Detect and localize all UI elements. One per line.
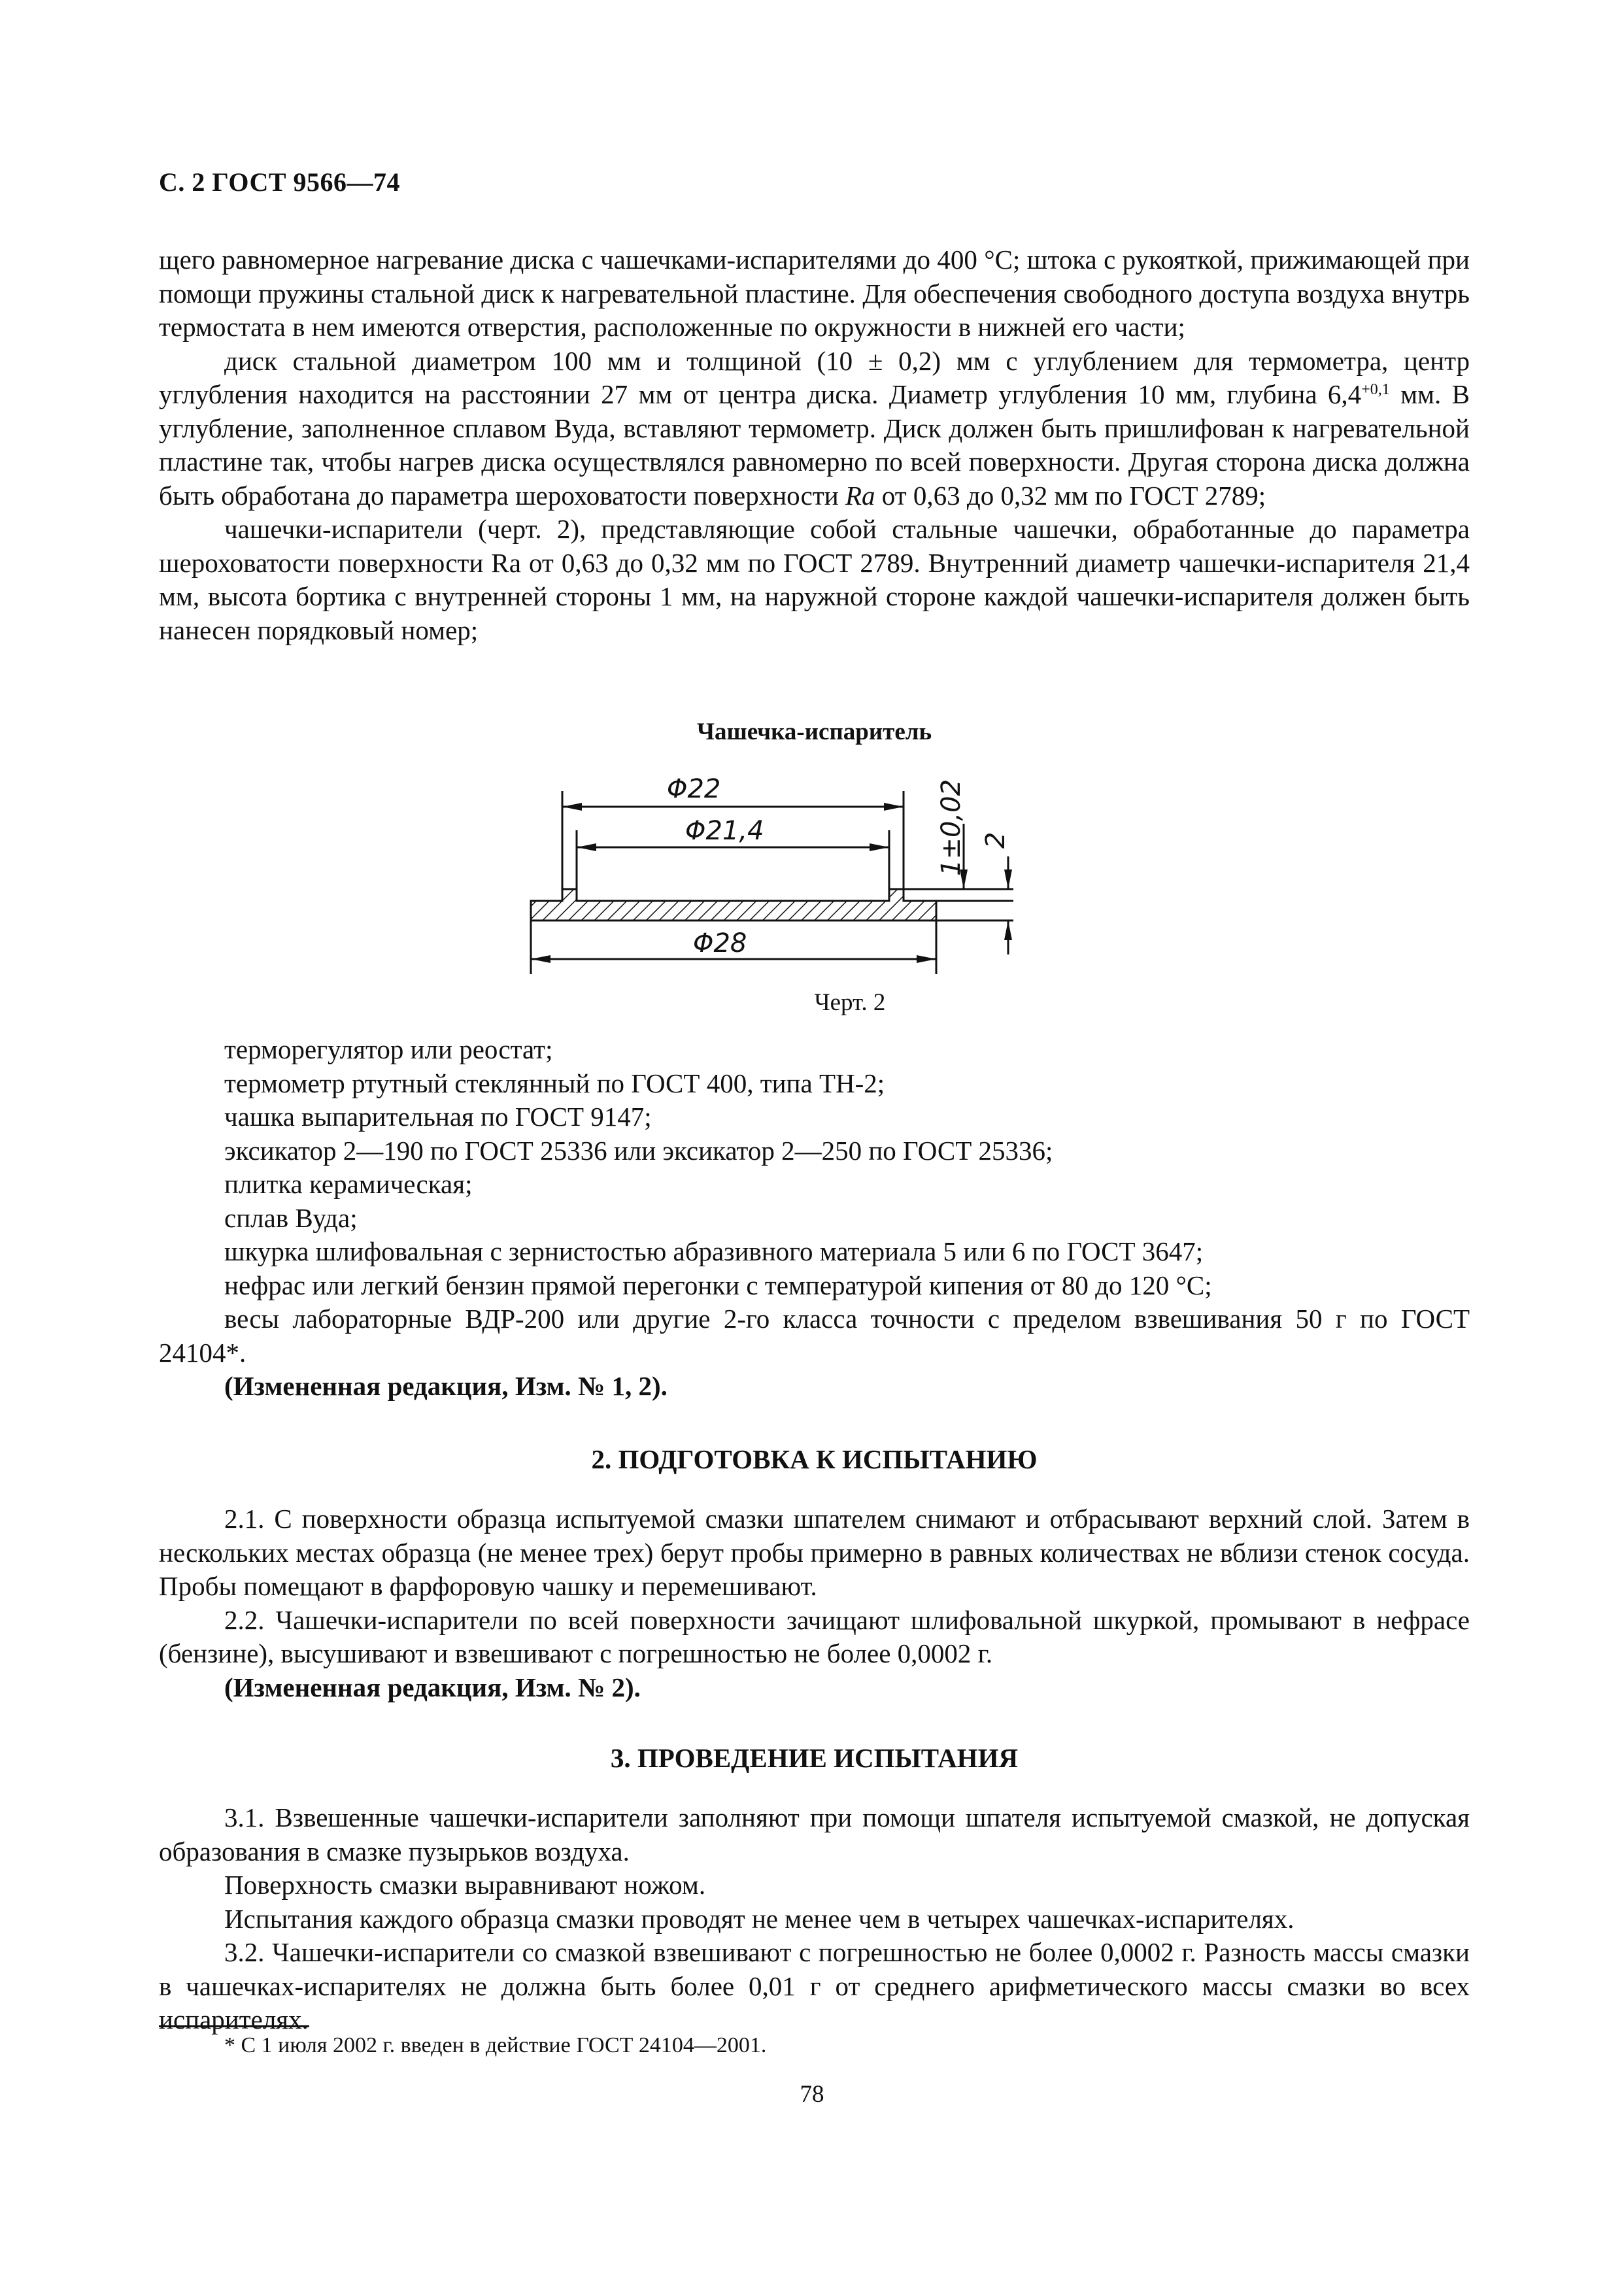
paragraph-2-1: 2.1. С поверхности образца испытуемой смазки шпателем снимают и отбрасывают верхний слой. Затем в нескольких местах образца (не менее трех) берут пробы примерно в равных количествах не вблизи стенок сосуда. Пробы помещают в фарфоровую чашку и перемешивают. <box>159 1504 1470 1601</box>
tolerance-superscript: +0,1 <box>1361 381 1390 398</box>
section-3-text <box>159 1801 1470 2037</box>
list-item: нефрас или легкий бензин прямой перегонки с температурой кипения от 80 до 120 °С; <box>224 1270 1212 1300</box>
cup-drawing <box>497 758 1059 994</box>
list-item: термометр ртутный стеклянный по ГОСТ 400, типа ТН-2; <box>224 1068 885 1098</box>
list-item: шкурка шлифовальная с зернистостью абразивного материала 5 или 6 по ГОСТ 3647; <box>224 1236 1204 1266</box>
section-2-heading: 2. ПОДГОТОВКА К ИСПЫТАНИЮ <box>591 1444 1038 1474</box>
section-3-heading: 3. ПРОВЕДЕНИЕ ИСПЫТАНИЯ <box>610 1743 1019 1773</box>
list-item: эксикатор 2—190 по ГОСТ 25336 или эксикатор 2—250 по ГОСТ 25336; <box>224 1135 1053 1166</box>
paragraph-3-1: 3.1. Взвешенные чашечки-испарители заполняют при помощи шпателя испытуемой смазкой, не допуская образования в смазке пузырьков воздуха. <box>159 1802 1470 1866</box>
footnote-separator <box>159 2025 309 2027</box>
dim-label-height: 1±0,02 <box>936 779 966 876</box>
dim-label-base: Φ28 <box>693 928 747 958</box>
equipment-list <box>159 1033 1470 1404</box>
revision-note: (Измененная редакция, Изм. № 1, 2). <box>224 1371 668 1401</box>
list-item: сплав Вуда; <box>224 1202 358 1233</box>
dim-label-inner: Φ21,4 <box>685 816 764 846</box>
paragraph-2: диск стальной диаметром 100 мм и толщиной (10 ± 0,2) мм с углублением для термометра, центр углубления находится на расстоянии 27 мм от центра диска. Диаметр углубления 10 мм, глубина $6,4^{+0,1}$ мм. В углубление, заполненное сплавом Вуда, вставляют термометр. Диск должен быть пришлифован к нагревательной пластине так, чтобы нагрев диска осуществлялся равномерно по всей поверхности. Другая сторона диска должна быть обработана до параметра шероховатости поверхности Ra от 0,63 до 0,32 мм по ГОСТ 2789; <box>159 345 1470 511</box>
footnote: * С 1 июля 2002 г. введен в действие ГОСТ 24104—2001. <box>224 2033 767 2057</box>
paragraph-3: чашечки-испарители (черт. 2), представляющие собой стальные чашечки, обработанные до параметра шероховатости поверхности Ra от 0,63 до 0,32 мм по ГОСТ 2789. Внутренний диаметр чашечки-испарителя 21,4 мм, высота бортика с внутренней стороны 1 мм, на наружной стороне каждой чашечки-испарителя должен быть нанесен порядковый номер; <box>159 514 1470 645</box>
paragraph-3-2: 3.2. Чашечки-испарители со смазкой взвешивают с погрешностью не более 0,0002 г. Разность массы смазки в чашечках-испарителях не должна быть более 0,01 г от среднего арифметического массы смазки во всех испарителях. <box>159 1937 1470 2034</box>
list-item: весы лабораторные ВДР-200 или другие 2-го класса точности с пределом взвешивания 50 г по ГОСТ 24104*. <box>159 1304 1470 1368</box>
paragraph-3-1b: Поверхность смазки выравнивают ножом. <box>224 1870 706 1900</box>
section-2-text <box>159 1502 1470 1704</box>
paragraph-1: щего равномерное нагревание диска с чашечками-испарителями до 400 °С; штока с рукояткой, прижимающей при помощи пружины стальной диск к нагревательной пластине. Для обеспечения свободного доступа воздуха внутрь термостата в нем имеются отверстия, расположенные по окружности в нижней его части; <box>159 245 1470 342</box>
figure-title: Чашечка-испаритель <box>696 718 932 745</box>
revision-note: (Измененная редакция, Изм. № 2). <box>224 1672 641 1702</box>
dim-label-outer: Φ22 <box>667 774 721 804</box>
paragraph-2-2: 2.2. Чашечки-испарители по всей поверхности зачищают шлифовальной шкуркой, промывают в нефрасе (бензине), высушивают и взвешивают с погрешностью не более 0,0002 г. <box>159 1604 1470 1668</box>
paragraph-3-1c: Испытания каждого образца смазки проводят не менее чем в четырех чашечках-испарителях. <box>224 1903 1294 1934</box>
figure-caption: Черт. 2 <box>814 989 886 1016</box>
list-item: чашка выпарительная по ГОСТ 9147; <box>224 1102 652 1132</box>
list-item: терморегулятор или реостат; <box>224 1034 553 1064</box>
cup-section <box>531 889 936 920</box>
page-header: С. 2 ГОСТ 9566—74 <box>159 167 401 197</box>
list-item: плитка керамическая; <box>224 1169 473 1199</box>
dim-label-thickness: 2 <box>981 832 1011 849</box>
page-number: 78 <box>800 2081 824 2108</box>
intro-text <box>159 243 1470 647</box>
